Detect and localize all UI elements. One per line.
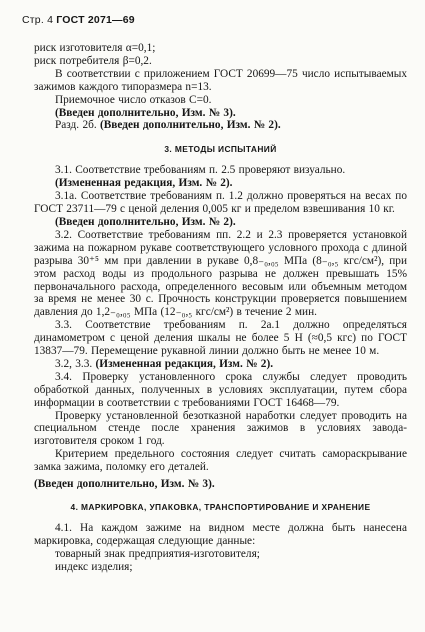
- list-item: индекс изделия;: [55, 560, 133, 573]
- paragraph: риск потребителя β=0,2.: [34, 54, 152, 67]
- paragraph: [34, 119, 407, 132]
- paragraph: 3.3. Соответствие требованиям п. 2а.1 должно определяться динамометром с ценой деления шкалы не более 5 Н (≈0,5 кгс) по ГОСТ 13837—79. Перемещение рукавной линии должно быть не менее 10 м.: [34, 319, 407, 358]
- paragraph: Приемочное число отказов C=0.: [55, 93, 212, 106]
- page-number: Стр. 4: [22, 14, 54, 26]
- standard-code: ГОСТ 2071—69: [56, 14, 135, 26]
- list-item: товарный знак предприятия-изготовителя;: [55, 547, 260, 560]
- section-ref: 3.2, 3.3.: [55, 357, 93, 370]
- paragraph: 3.1а. Соответствие требованиям п. 1.2 должно проверяться на весах по ГОСТ 23711—79 с ценой деления 0,005 кг и пределом взвешивания 10 кг.: [34, 190, 407, 216]
- amendment-note: (Введен дополнительно, Изм. № 2).: [55, 215, 236, 228]
- amendment-note: (Введен дополнительно, Изм. № 3).: [34, 478, 215, 491]
- paragraph: [34, 358, 407, 371]
- paragraph: В соответствии с приложением ГОСТ 20699—75 число испытываемых зажимов каждого типоразмера n=13.: [34, 67, 407, 93]
- paragraph: риск изготовителя α=0,1;: [34, 42, 156, 54]
- amendment-note: (Измененная редакция, Изм. № 2).: [55, 177, 233, 190]
- paragraph: 3.2. Соответствие требованиям пп. 2.2 и 2.3 проверяется установкой зажима на пожарном рукаве соответствующего условного прохода с длиной разрыва 30⁺⁵ мм при давлении в рукаве 0,8₋₀,₀₅ МПа (8₋₀,₅ кгс/см²), при этом расход воды из продольного разрыва не должен превышать 15% первоначального расхода, определенного весовым или объемным методом за время не менее 30 с. Прочность конструкции проверяется повышением давления до 1,2₋₀,₀₅ МПа (12₋₀,₅ кгс/см²) в течение 2 мин.: [34, 228, 407, 319]
- page-content: [34, 42, 407, 574]
- section-heading: 4. МАРКИРОВКА, УПАКОВКА, ТРАНСПОРТИРОВАНИЕ И ХРАНЕНИЕ: [70, 502, 371, 512]
- section-heading: 3. МЕТОДЫ ИСПЫТАНИЙ: [164, 144, 277, 155]
- paragraph: 3.1. Соответствие требованиям п. 2.5 проверяют визуально.: [55, 164, 346, 177]
- amendment-note: (Измененная редакция, Изм. № 2).: [95, 357, 274, 370]
- paragraph: Критерием предельного состояния следует считать самораскрывание замка зажима, поломку его деталей.: [34, 448, 407, 474]
- section-ref: Разд. 2б.: [55, 119, 97, 132]
- amendment-note: (Введен дополнительно, Изм. № 3).: [55, 106, 236, 119]
- page-header: [22, 14, 135, 26]
- amendment-note: (Введен дополнительно, Изм. № 2).: [100, 119, 281, 132]
- paragraph: 3.4. Проверку установленного срока службы следует проводить обработкой данных, полученных в условиях эксплуатации, путем сбора информации в соответствии с требованиями ГОСТ 16468—79.: [34, 370, 407, 409]
- paragraph: 4.1. На каждом зажиме на видном месте должна быть нанесена маркировка, содержащая следующие данные:: [34, 522, 407, 547]
- paragraph: Проверку установленной безотказной наработки следует проводить на специальном стенде после хранения зажимов в условиях завода-изготовителя сроком 1 год.: [34, 409, 407, 448]
